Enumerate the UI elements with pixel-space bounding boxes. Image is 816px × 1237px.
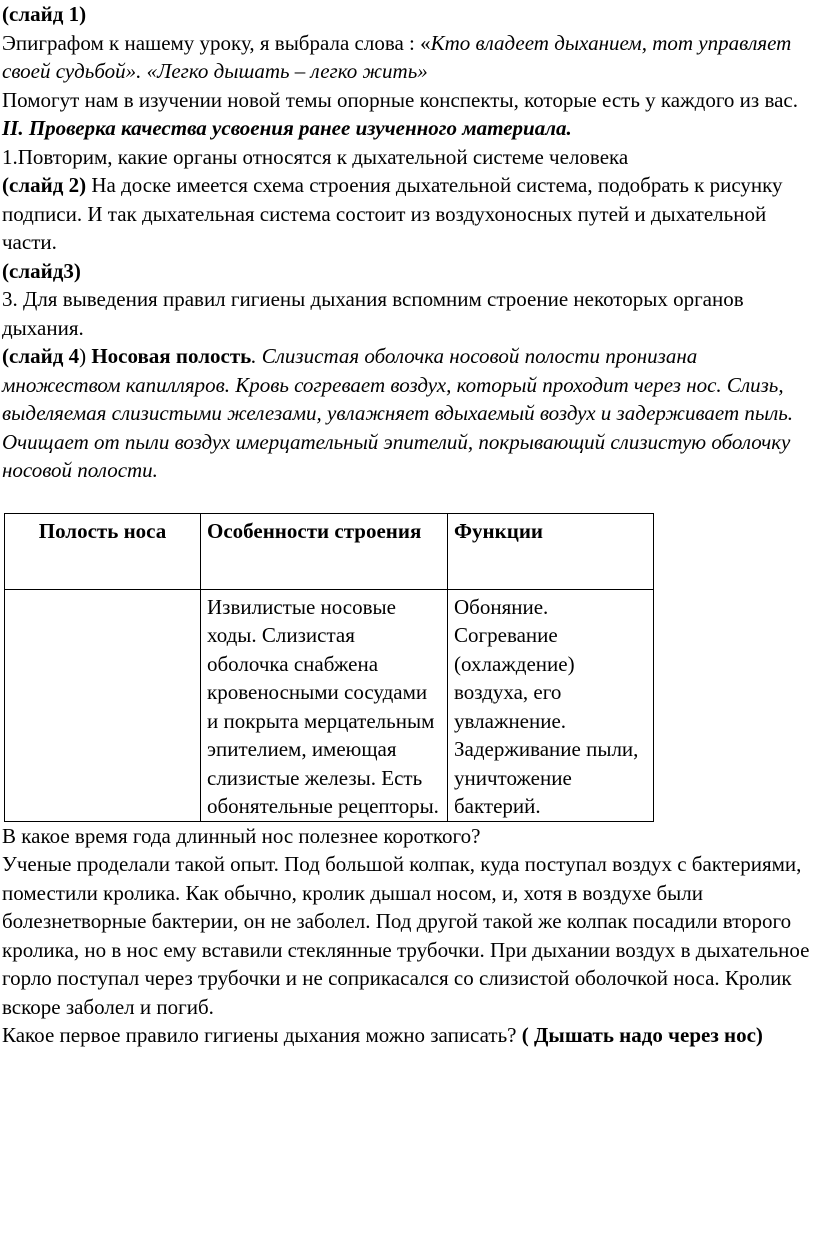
- slide-4-paragraph: [2, 342, 812, 485]
- rule-question: Какое первое правило гигиены дыхания можно записать?: [2, 1023, 522, 1047]
- slide-3-label: (слайд3): [2, 258, 81, 283]
- review-question: 1.Повторим, какие органы относятся к дыхательной системе человека: [2, 144, 629, 169]
- slide-2-label: (слайд 2): [2, 173, 87, 197]
- table-cell: Извилистые носовые ходы. Слизистая оболочка снабжена кровеносными сосудами и покрыта мерцательным эпителием, имеющая слизистые железы. Есть обонятельные рецепторы.: [201, 589, 448, 821]
- spacer: [2, 485, 812, 513]
- nasal-cavity-term: Носовая полость: [91, 344, 252, 368]
- season-question: В какое время года длинный нос полезнее короткого?: [2, 823, 481, 848]
- experiment-paragraph: Ученые проделали такой опыт. Под большой колпак, куда поступал воздух с бактериями, поместили кролика. Как обычно, кролик дышал носом, и, хотя в воздухе были болезнетворные бактерии, он не заболел. Под другой такой же колпак посадили второго кролика, но в нос ему вставили стеклянные трубочки. При дыхании воздух в дыхательное горло поступал через трубочки и не соприкасался со слизистой оболочкой носа. Кролик вскоре заболел и погиб.: [2, 852, 810, 1019]
- table-cell: Обоняние. Согревание (охлаждение) воздуха, его увлажнение. Задерживание пыли, уничтожение бактерий.: [448, 589, 654, 821]
- slide-4-paren: ): [79, 344, 92, 368]
- notes-paragraph: Помогут нам в изучении новой темы опорные конспекты, которые есть у каждого из вас.: [2, 87, 798, 112]
- table-row: [5, 589, 654, 821]
- rule-answer: ( Дышать надо через нос): [521, 1023, 763, 1047]
- table-header-cell: Функции: [448, 513, 654, 589]
- slide-2-paragraph: [2, 171, 812, 257]
- rule-paragraph: [2, 1021, 812, 1050]
- hygiene-intro: 3. Для выведения правил гигиены дыхания вспомним строение некоторых органов дыхания.: [2, 287, 744, 340]
- section-heading: II. Проверка качества усвоения ранее изученного материала.: [2, 116, 572, 140]
- epigraph-quote: Кто владеет дыханием, тот управляет своей судьбой». «Легко дышать – легко жить»: [2, 30, 792, 83]
- epigraph-intro: Эпиграфом к нашему уроку, я выбрала слова : «: [2, 30, 431, 55]
- table-header-cell: Особенности строения: [201, 513, 448, 589]
- slide-1-label: (слайд 1): [2, 2, 87, 26]
- table-header-row: [5, 513, 654, 589]
- table-cell: [5, 589, 201, 821]
- slide-2-text: На доске имеется схема строения дыхательной система, подобрать к рисунку подписи. И так дыхательная система состоит из воздухоносных путей и дыхательной части.: [2, 173, 783, 254]
- nasal-cavity-table: [4, 513, 654, 822]
- slide-4-label: (слайд 4: [2, 344, 80, 368]
- epigraph-paragraph: [2, 29, 812, 86]
- table-header-cell: Полость носа: [5, 513, 201, 589]
- nasal-cavity-description: . Слизистая оболочка носовой полости пронизана множеством капилляров. Кровь согревает воздух, который проходит через нос. Слизь, выделяемая слизистыми железами, увлажняет вдыхаемый воздух и задерживает пыль. Очищает от пыли воздух имерцательный эпителий, покрывающий слизистую оболочку носовой полости.: [2, 344, 794, 482]
